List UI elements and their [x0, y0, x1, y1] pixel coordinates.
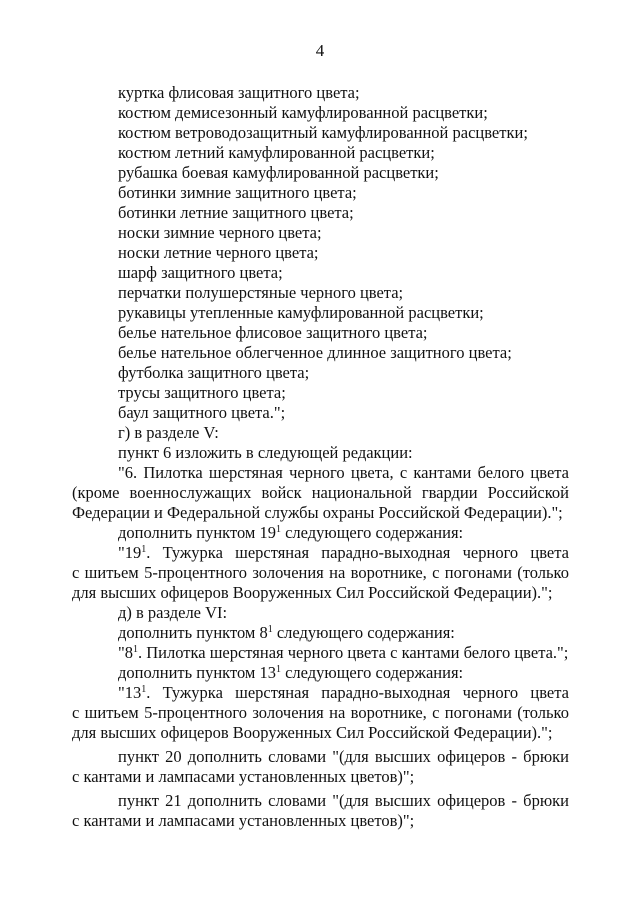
item13-line: для высших офицеров Вооруженных Сил Российской Федерации).";	[72, 723, 553, 742]
add8-intro-text: дополнить пунктом 8	[118, 623, 268, 642]
list-item: ботинки летние защитного цвета;	[118, 203, 354, 222]
item19-line: с шитьем 5-процентного золочения на воротнике, с погонами (только	[72, 563, 569, 582]
list-item: костюм демисезонный камуфлированной расцветки;	[118, 103, 488, 122]
list-item: белье нательное облегченное длинное защитного цвета;	[118, 343, 512, 362]
list-item: куртка флисовая защитного цвета;	[118, 83, 360, 102]
list-item: белье нательное флисовое защитного цвета;	[118, 323, 428, 342]
item13-line	[118, 683, 569, 703]
list-item: костюм летний камуфлированной расцветки;	[118, 143, 435, 162]
item19-text: . Тужурка шерстяная парадно-выходная черного цвета	[146, 543, 569, 562]
list-item: носки зимние черного цвета;	[118, 223, 322, 242]
section-g-heading: г) в разделе V:	[118, 423, 219, 442]
superscript: 1	[275, 524, 281, 535]
add13-intro	[118, 663, 463, 683]
add13-intro-text: дополнить пунктом 13	[118, 663, 276, 682]
add8-intro-tail: следующего содержания:	[272, 623, 455, 642]
item8-number: "8	[118, 643, 133, 662]
item19-line: для высших офицеров Вооруженных Сил Российской Федерации).";	[72, 583, 553, 602]
add19-intro-text: дополнить пунктом 19	[118, 523, 276, 542]
superscript: 1	[141, 684, 147, 695]
list-item: рукавицы утепленные камуфлированной расцветки;	[118, 303, 484, 322]
list-item: трусы защитного цвета;	[118, 383, 286, 402]
page-number: 4	[315, 41, 325, 60]
item8-line	[118, 643, 568, 663]
item20-line: пункт 20 дополнить словами "(для высших офицеров - брюки	[118, 747, 569, 766]
add19-intro	[118, 523, 463, 543]
item21-line: пункт 21 дополнить словами "(для высших офицеров - брюки	[118, 791, 569, 810]
section-d-heading: д) в разделе VI:	[118, 603, 228, 622]
superscript: 1	[275, 664, 281, 675]
item6-line: (кроме военнослужащих войск национальной гвардии Российской	[72, 483, 569, 502]
item20-line: с кантами и лампасами установленных цветов)";	[72, 767, 415, 786]
list-item: костюм ветроводозащитный камуфлированной расцветки;	[118, 123, 528, 142]
item6-intro: пункт 6 изложить в следующей редакции:	[118, 443, 413, 462]
item13-line: с шитьем 5-процентного золочения на воротнике, с погонами (только	[72, 703, 569, 722]
superscript: 1	[267, 624, 273, 635]
list-item: носки летние черного цвета;	[118, 243, 319, 262]
item13-text: . Тужурка шерстяная парадно-выходная черного цвета	[146, 683, 569, 702]
superscript: 1	[141, 544, 147, 555]
item19-line	[118, 543, 569, 563]
item13-number: "13	[118, 683, 142, 702]
list-item: баул защитного цвета.";	[118, 403, 286, 422]
superscript: 1	[133, 644, 138, 655]
add8-intro	[118, 623, 455, 643]
list-item: рубашка боевая камуфлированной расцветки;	[118, 163, 439, 182]
add19-intro-tail: следующего содержания:	[280, 523, 464, 542]
list-item: футболка защитного цвета;	[118, 363, 310, 382]
item8-text: . Пилотка шерстяная черного цвета с кантами белого цвета.";	[138, 643, 569, 662]
list-item: шарф защитного цвета;	[118, 263, 283, 282]
list-item: перчатки полушерстяные черного цвета;	[118, 283, 404, 302]
item19-number: "19	[118, 543, 142, 562]
list-item: ботинки зимние защитного цвета;	[118, 183, 357, 202]
add13-intro-tail: следующего содержания:	[280, 663, 464, 682]
item21-line: с кантами и лампасами установленных цветов)";	[72, 811, 415, 830]
item6-line: Федерации и Федеральной службы охраны Российской Федерации).";	[72, 503, 563, 522]
item6-line: "6. Пилотка шерстяная черного цвета, с кантами белого цвета	[118, 463, 569, 482]
